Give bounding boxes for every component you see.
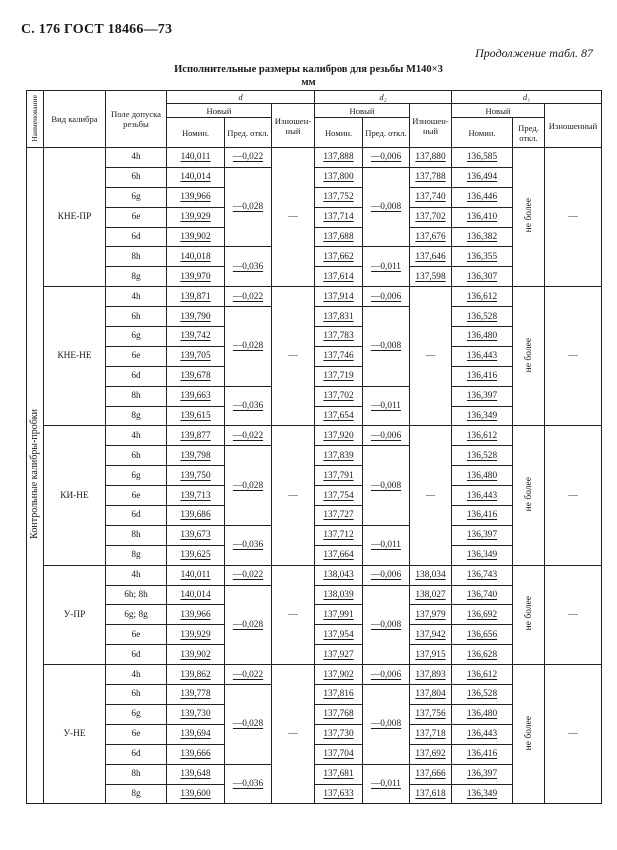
d-nom-cell: 139,730 (167, 704, 225, 724)
d-nom-cell: 139,862 (167, 665, 225, 685)
ne-bolee-label: не более (523, 198, 534, 233)
d2-dev-cell: —0,006 (363, 565, 410, 585)
d-nom-cell: 139,970 (167, 267, 225, 287)
d2-new-header: Новый (315, 104, 410, 118)
d2-dev-cell: —0,011 (363, 247, 410, 287)
d2-dev-cell: —0,011 (363, 764, 410, 804)
d-dev-cell: —0,022 (225, 287, 272, 307)
d-worn-cell: — (272, 148, 315, 287)
d2-nom-cell: 137,688 (315, 227, 363, 247)
d2-nom-cell: 137,712 (315, 525, 363, 545)
d-nom-cell: 139,929 (167, 207, 225, 227)
d-nom-cell: 139,713 (167, 486, 225, 506)
d-nom-cell: 139,790 (167, 307, 225, 327)
d1-nom-cell: 136,349 (452, 545, 513, 565)
d2-worn-cell: 137,718 (410, 724, 452, 744)
d-nom-cell: 139,871 (167, 287, 225, 307)
d2-nom-cell: 137,839 (315, 446, 363, 466)
d-nom-cell: 139,600 (167, 784, 225, 804)
d-nom-cell: 140,014 (167, 585, 225, 605)
ne-bolee-label: не более (523, 337, 534, 372)
d2-nom-cell: 137,927 (315, 645, 363, 665)
d-dev-cell: —0,028 (225, 585, 272, 665)
d1-nom-cell: 136,443 (452, 724, 513, 744)
field-cell: 6e (106, 346, 167, 366)
table-body (27, 148, 602, 804)
d2-worn-cell: 137,666 (410, 764, 452, 784)
d-nom-cell: 139,750 (167, 466, 225, 486)
field-cell: 6h (106, 446, 167, 466)
d1-nom-cell: 136,656 (452, 625, 513, 645)
table-title (0, 63, 617, 89)
gauge-kind: КИ-НЕ (44, 426, 106, 565)
d2-worn-cell: 137,692 (410, 744, 452, 764)
d2-worn-cell: 137,915 (410, 645, 452, 665)
side-label (27, 148, 44, 804)
field-cell: 6g; 8g (106, 605, 167, 625)
d2-dev-cell: —0,006 (363, 426, 410, 446)
table-row (27, 426, 602, 446)
d-dev-cell: —0,028 (225, 307, 272, 387)
d1-nom-cell: 136,740 (452, 585, 513, 605)
d-dev-cell: —0,028 (225, 446, 272, 526)
gauge-kind: У-ПР (44, 565, 106, 664)
d2-dev-cell: —0,008 (363, 307, 410, 387)
d2-worn-cell: 137,804 (410, 685, 452, 705)
field-cell: 4h (106, 665, 167, 685)
field-cell: 6h; 8h (106, 585, 167, 605)
d2-worn-cell: 138,034 (410, 565, 452, 585)
d2-nom-cell: 137,831 (315, 307, 363, 327)
d-nom-cell: 140,014 (167, 167, 225, 187)
d2-nom-cell: 137,654 (315, 406, 363, 426)
d2-nom-header: Номин. (315, 118, 363, 148)
d2-nom-cell: 137,730 (315, 724, 363, 744)
table-title-text: Исполнительные размеры калибров для резьбы М140×3 (174, 64, 443, 75)
field-cell: 6e (106, 724, 167, 744)
d1-nom-cell: 136,480 (452, 327, 513, 347)
d-dev-cell: —0,036 (225, 764, 272, 804)
d-nom-cell: 139,678 (167, 366, 225, 386)
table-row (27, 148, 602, 168)
gauge-table (26, 90, 602, 804)
d2-nom-cell: 137,991 (315, 605, 363, 625)
field-cell: 6g (106, 327, 167, 347)
field-cell: 6d (106, 366, 167, 386)
d1-nom-cell: 136,443 (452, 346, 513, 366)
d1-nom-cell: 136,355 (452, 247, 513, 267)
d-nom-cell: 139,778 (167, 685, 225, 705)
d-dev-cell: —0,022 (225, 426, 272, 446)
d-nom-header: Номин. (167, 118, 225, 148)
d1-nom-cell: 136,397 (452, 386, 513, 406)
d-dev-cell: —0,036 (225, 525, 272, 565)
d-nom-cell: 139,666 (167, 744, 225, 764)
d2-nom-cell: 137,816 (315, 685, 363, 705)
d1-nom-cell: 136,692 (452, 605, 513, 625)
d2-nom-cell: 137,662 (315, 247, 363, 267)
d2-nom-cell: 137,791 (315, 466, 363, 486)
d2-worn-cell: — (410, 287, 452, 426)
d1-nom-cell: 136,628 (452, 645, 513, 665)
d1-nom-cell: 136,416 (452, 744, 513, 764)
d2-nom-cell: 137,702 (315, 386, 363, 406)
ne-bolee-label: не более (523, 715, 534, 750)
field-cell: 6g (106, 187, 167, 207)
field-cell: 8h (106, 764, 167, 784)
d2-nom-cell: 137,633 (315, 784, 363, 804)
d-dev-header: Пред. откл. (225, 118, 272, 148)
d2-dev-cell: —0,011 (363, 386, 410, 426)
col-d1-header: d₁ (452, 91, 602, 104)
d2-nom-cell: 137,783 (315, 327, 363, 347)
table-row (27, 287, 602, 307)
d1-new-header: Новый (452, 104, 545, 118)
field-cell: 6g (106, 466, 167, 486)
gauge-kind: КНЕ-НЕ (44, 287, 106, 426)
d-dev-cell: —0,036 (225, 247, 272, 287)
d1-nom-cell: 136,443 (452, 486, 513, 506)
side-label-text: Контрольные калибры-пробки (29, 409, 40, 540)
d1-nom-cell: 136,349 (452, 784, 513, 804)
table-row (27, 665, 602, 685)
d2-worn-cell: 137,598 (410, 267, 452, 287)
field-cell: 6e (106, 486, 167, 506)
field-cell: 6h (106, 685, 167, 705)
d2-worn-cell: 137,880 (410, 148, 452, 168)
d-nom-cell: 139,663 (167, 386, 225, 406)
field-cell: 8g (106, 784, 167, 804)
d1-nom-cell: 136,612 (452, 665, 513, 685)
field-cell: 4h (106, 426, 167, 446)
d-worn-header: Изношенный (272, 104, 315, 148)
d-worn-cell: — (272, 565, 315, 664)
d2-nom-cell: 137,719 (315, 366, 363, 386)
d-nom-cell: 139,877 (167, 426, 225, 446)
d1-dev-cell (513, 426, 545, 565)
d1-nom-cell: 136,494 (452, 167, 513, 187)
d2-nom-cell: 137,681 (315, 764, 363, 784)
d1-nom-cell: 136,416 (452, 506, 513, 526)
d-nom-cell: 139,902 (167, 645, 225, 665)
d1-nom-cell: 136,585 (452, 148, 513, 168)
field-cell: 6d (106, 506, 167, 526)
page-header: С. 176 ГОСТ 18466—73 (21, 22, 173, 37)
d2-worn-cell: 137,893 (410, 665, 452, 685)
gauge-kind: У-НЕ (44, 665, 106, 804)
d-dev-cell: —0,036 (225, 386, 272, 426)
d2-nom-cell: 137,768 (315, 704, 363, 724)
col-d-header: d (167, 91, 315, 104)
d2-dev-cell: —0,008 (363, 167, 410, 247)
d-nom-cell: 139,673 (167, 525, 225, 545)
field-cell: 4h (106, 565, 167, 585)
d-dev-cell: —0,022 (225, 148, 272, 168)
d2-dev-cell: —0,008 (363, 446, 410, 526)
gauge-kind: КНЕ-ПР (44, 148, 106, 287)
d2-nom-cell: 137,752 (315, 187, 363, 207)
d2-nom-cell: 137,920 (315, 426, 363, 446)
field-cell: 6d (106, 645, 167, 665)
d-new-header: Новый (167, 104, 272, 118)
d2-nom-cell: 137,746 (315, 346, 363, 366)
d-worn-cell: — (272, 665, 315, 804)
d2-worn-cell: 137,676 (410, 227, 452, 247)
d-worn-cell: — (272, 426, 315, 565)
ne-bolee-label: не более (523, 596, 534, 631)
d1-worn-cell: — (545, 148, 602, 287)
d2-worn-cell: 137,618 (410, 784, 452, 804)
d2-dev-cell: —0,006 (363, 665, 410, 685)
d-nom-cell: 139,966 (167, 605, 225, 625)
d1-dev-header: Пред. откл. (513, 118, 545, 148)
col-d2-header: d₂ (315, 91, 452, 104)
d1-dev-cell (513, 287, 545, 426)
d2-nom-cell: 137,902 (315, 665, 363, 685)
d1-nom-cell: 136,410 (452, 207, 513, 227)
d2-nom-cell: 137,954 (315, 625, 363, 645)
d2-dev-cell: —0,008 (363, 685, 410, 765)
d-nom-cell: 139,625 (167, 545, 225, 565)
d2-nom-cell: 137,704 (315, 744, 363, 764)
d-nom-cell: 139,648 (167, 764, 225, 784)
field-cell: 8g (106, 267, 167, 287)
d-nom-cell: 139,686 (167, 506, 225, 526)
d1-worn-cell: — (545, 287, 602, 426)
field-cell: 6d (106, 744, 167, 764)
d2-nom-cell: 137,800 (315, 167, 363, 187)
d1-nom-cell: 136,528 (452, 446, 513, 466)
d2-worn-cell: — (410, 426, 452, 565)
d2-nom-cell: 137,614 (315, 267, 363, 287)
d-dev-cell: —0,022 (225, 565, 272, 585)
field-cell: 6g (106, 704, 167, 724)
col-field-header: Поле допуска резьбы (106, 91, 167, 148)
field-cell: 8h (106, 386, 167, 406)
d2-worn-cell: 137,942 (410, 625, 452, 645)
ne-bolee-label: не более (523, 476, 534, 512)
d1-nom-header: Номин. (452, 118, 513, 148)
d1-nom-cell: 136,349 (452, 406, 513, 426)
field-cell: 4h (106, 148, 167, 168)
d2-nom-cell: 137,664 (315, 545, 363, 565)
d2-worn-header: Изношенный (410, 104, 452, 148)
table-row (27, 565, 602, 585)
d-nom-cell: 140,011 (167, 148, 225, 168)
col-kind-header: Вид калибра (44, 91, 106, 148)
continuation-note: Продолжение табл. 87 (475, 46, 593, 60)
d2-worn-cell: 137,740 (410, 187, 452, 207)
d2-worn-cell: 137,756 (410, 704, 452, 724)
d2-dev-cell: —0,006 (363, 148, 410, 168)
d-nom-cell: 139,798 (167, 446, 225, 466)
d2-worn-cell: 137,979 (410, 605, 452, 625)
d1-nom-cell: 136,397 (452, 764, 513, 784)
d1-nom-cell: 136,528 (452, 685, 513, 705)
d2-dev-header: Пред. откл. (363, 118, 410, 148)
d2-nom-cell: 137,914 (315, 287, 363, 307)
d1-nom-cell: 136,743 (452, 565, 513, 585)
field-cell: 8g (106, 406, 167, 426)
field-cell: 8g (106, 545, 167, 565)
field-cell: 6h (106, 167, 167, 187)
d-nom-cell: 139,705 (167, 346, 225, 366)
d-nom-cell: 139,694 (167, 724, 225, 744)
d1-nom-cell: 136,397 (452, 525, 513, 545)
d1-dev-cell (513, 148, 545, 287)
d1-worn-cell: — (545, 426, 602, 565)
d1-nom-cell: 136,612 (452, 287, 513, 307)
d-dev-cell: —0,028 (225, 167, 272, 247)
d1-nom-cell: 136,416 (452, 366, 513, 386)
field-cell: 8h (106, 247, 167, 267)
field-cell: 6e (106, 625, 167, 645)
d1-nom-cell: 136,480 (452, 466, 513, 486)
d1-worn-cell: — (545, 565, 602, 664)
d1-nom-cell: 136,307 (452, 267, 513, 287)
d-dev-cell: —0,028 (225, 685, 272, 765)
d1-nom-cell: 136,480 (452, 704, 513, 724)
field-cell: 4h (106, 287, 167, 307)
d2-nom-cell: 137,888 (315, 148, 363, 168)
d-nom-cell: 140,018 (167, 247, 225, 267)
field-cell: 6d (106, 227, 167, 247)
d-nom-cell: 139,929 (167, 625, 225, 645)
col-name-header: Наименование (27, 91, 44, 148)
d-dev-cell: —0,022 (225, 665, 272, 685)
d-worn-cell: — (272, 287, 315, 426)
d1-dev-cell (513, 565, 545, 664)
d2-nom-cell: 137,727 (315, 506, 363, 526)
d2-worn-cell: 137,646 (410, 247, 452, 267)
d2-worn-cell: 137,788 (410, 167, 452, 187)
d2-worn-cell: 138,027 (410, 585, 452, 605)
d2-nom-cell: 137,714 (315, 207, 363, 227)
d1-dev-cell (513, 665, 545, 804)
d1-worn-cell: — (545, 665, 602, 804)
d2-nom-cell: 137,754 (315, 486, 363, 506)
field-cell: 6h (106, 307, 167, 327)
d-nom-cell: 139,966 (167, 187, 225, 207)
d-nom-cell: 139,742 (167, 327, 225, 347)
d1-nom-cell: 136,612 (452, 426, 513, 446)
d2-dev-cell: —0,008 (363, 585, 410, 665)
d-nom-cell: 139,902 (167, 227, 225, 247)
d1-worn-header: Изношенный (545, 104, 602, 148)
field-cell: 6e (106, 207, 167, 227)
d2-worn-cell: 137,702 (410, 207, 452, 227)
d2-dev-cell: —0,011 (363, 525, 410, 565)
d1-nom-cell: 136,446 (452, 187, 513, 207)
d1-nom-cell: 136,528 (452, 307, 513, 327)
d2-dev-cell: —0,006 (363, 287, 410, 307)
d-nom-cell: 140,011 (167, 565, 225, 585)
d2-nom-cell: 138,043 (315, 565, 363, 585)
d1-nom-cell: 136,382 (452, 227, 513, 247)
field-cell: 8h (106, 525, 167, 545)
d-nom-cell: 139,615 (167, 406, 225, 426)
units-label: мм (301, 77, 316, 88)
d2-nom-cell: 138,039 (315, 585, 363, 605)
